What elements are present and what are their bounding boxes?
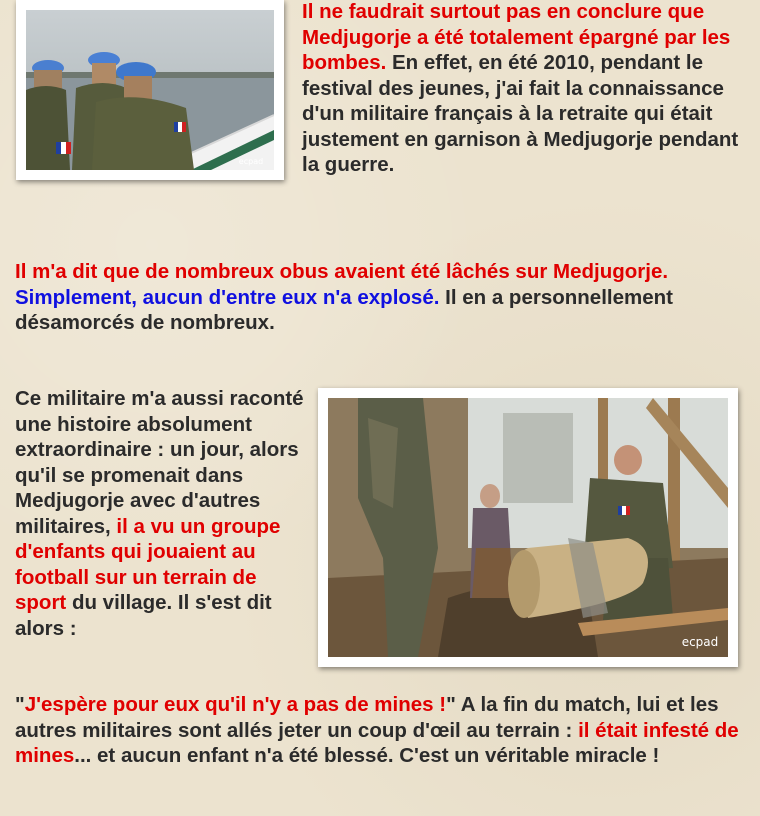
shell-image bbox=[328, 398, 728, 657]
p1-text: En effet, en été 2010, pendant le festival des jeunes, j'ai fait la connaissance d'un militaire français à la retraite qui était justement en garnison à Medjugorje pendant la guerre. bbox=[302, 51, 739, 176]
p4-text-b: ... et aucun enfant n'a été blessé. C'est un véritable miracle ! bbox=[74, 744, 660, 767]
paragraph-1 bbox=[302, 0, 742, 178]
soldiers-image bbox=[26, 10, 274, 170]
shell-photo bbox=[318, 388, 738, 667]
p2-highlight-red: Il m'a dit que de nombreux obus avaient été lâchés sur Medjugorje. bbox=[15, 260, 669, 283]
watermark-label: ecpad bbox=[681, 635, 719, 649]
p1-highlight: Il ne faudrait surtout pas en conclure que Medjugorje a été totalement épargné par les bombes. bbox=[302, 0, 731, 74]
paragraph-2 bbox=[15, 259, 755, 336]
p3-text-b: du village. Il s'est dit alors : bbox=[15, 591, 272, 640]
soldiers-photo bbox=[16, 0, 284, 180]
p2-highlight-blue: Simplement, aucun d'entre eux n'a explosé. bbox=[15, 285, 440, 309]
p3-text-a: Ce militaire m'a aussi raconté une histoire absolument extraordinaire : un jour, alors qu'il se promenait dans Medjugorje avec d'autres militaires, bbox=[15, 387, 304, 538]
p4-highlight: il était infesté de mines bbox=[15, 718, 739, 767]
p4-text-a: " A la fin du match, lui et les autres militaires sont allés jeter un coup d'œil au terrain : bbox=[15, 693, 719, 742]
p3-highlight: il a vu un groupe d'enfants qui jouaient au football sur un terrain de sport bbox=[15, 514, 281, 614]
p2-text: Il en a personnellement désamorcés de nombreux. bbox=[15, 285, 673, 334]
p4-quote: J'espère pour eux qu'il n'y a pas de mines ! bbox=[24, 693, 447, 716]
paragraph-4 bbox=[15, 692, 755, 769]
p4-quote-open: " bbox=[15, 693, 25, 716]
paragraph-3 bbox=[15, 386, 305, 641]
watermark-label: ecpad bbox=[238, 157, 264, 166]
